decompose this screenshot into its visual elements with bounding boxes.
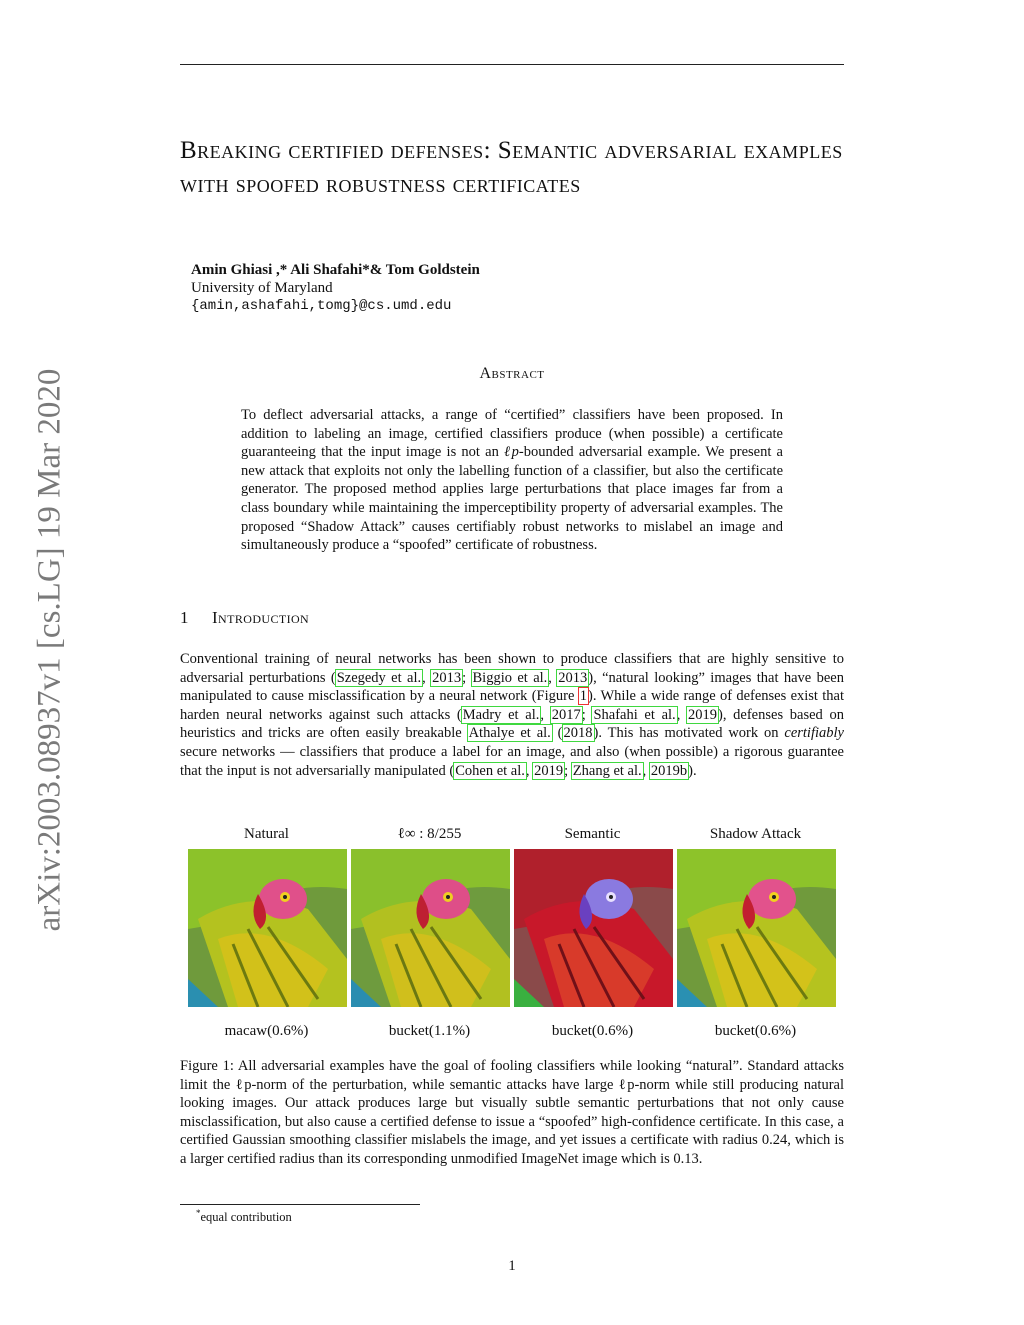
prediction-semantic: bucket(0.6%) <box>551 1023 634 1039</box>
intro-paragraph: Conventional training of neural networks has been shown to produce classifiers that are highly sensitive to adversarial perturbations (Szegedy et al., 2013; Biggio et al., 2013), “natural looking” images that have been manipulated to cause misclassification by a neural network (Figure 1). While a wide range of defenses exist that harden neural networks against such attacks (Madry et al., 2017; Shafahi et al., 2019), defenses based on heuristics and tricks are often easily breakable Athalye et al. (2018). This has motivated work on certifiably secure networks — classifiers that produce a label for an image, and also (when possible) a rigorous guarantee that the input is not adversarially manipulated (Cohen et al., 2019; Zhang et al., 2019b). <box>180 651 845 779</box>
citation-link[interactable]: Biggio et al. <box>472 669 548 686</box>
column-label-natural: Natural <box>244 826 289 842</box>
citation-year-link[interactable]: 2019 <box>688 706 718 723</box>
abstract-text <box>241 406 783 555</box>
prediction-natural: macaw(0.6%) <box>224 1023 309 1039</box>
author-names: Amin Ghiasi ,* Ali Shafahi*& Tom Goldstein <box>191 262 480 278</box>
page-number: 1 <box>508 1258 516 1274</box>
column-label-linf: ℓ∞ : 8/255 <box>397 826 462 842</box>
citation-link[interactable]: Szegedy et al. <box>336 669 422 686</box>
author-block <box>191 261 480 315</box>
abstract-lp-symbol: ℓp <box>504 444 519 461</box>
figure-ref-link[interactable]: 1 <box>579 688 587 705</box>
citation-link[interactable]: Shafahi et al. <box>593 706 676 723</box>
column-label-semantic: Semantic <box>564 826 621 842</box>
citation-link[interactable]: Cohen et al. <box>455 762 525 779</box>
abstract-heading: Abstract <box>479 365 545 382</box>
citation-link[interactable]: Zhang et al. <box>572 762 642 779</box>
intro-text: . This has motivated work on <box>598 725 785 742</box>
citation-year-link[interactable]: 2013 <box>432 669 462 686</box>
abstract-part-1: To deflect adversarial attacks, a range of “certified” classifiers have been proposed. In addition to labeling an image, certified classifiers produce (when possible) a certificate guaranteeing that the input image is not an <box>241 407 783 461</box>
citation-year-link[interactable]: 2019b <box>650 762 688 779</box>
parrot-image-linf <box>351 849 510 1007</box>
abstract-part-2: -bounded adversarial example. We present a new attack that exploits not only the labelling function of a classifier, but also the certificate generator. The proposed method applies large perturbations that place images far from a class boundary while maintaining the imperceptibility property of adversarial examples. The proposed “Shadow Attack” causes certifiably robust networks to mislabel an image and simultaneously produce a “spoofed” certificate of robustness. <box>241 444 783 554</box>
footnote-mark: * <box>196 1208 201 1218</box>
figure-column-labels <box>180 826 844 843</box>
prediction-linf: bucket(1.1%) <box>388 1023 471 1039</box>
intro-text: ). While a wide range of defenses exist that harden neural networks against such attacks ( <box>180 688 845 723</box>
parrot-image-semantic <box>514 849 673 1007</box>
parrot-image-shadow <box>677 849 836 1007</box>
footnote <box>196 1208 292 1225</box>
intro-text: secure networks — classifiers that produce a label for an image, and also (when possible) a rigorous guarantee that the input is not adversarially manipulated ( <box>180 743 844 779</box>
intro-text: Conventional training of neural networks has been shown to produce classifiers that are highly sensitive to adversarial perturbations ( <box>180 651 844 686</box>
citation-year-link[interactable]: 2017 <box>551 706 581 723</box>
figure-caption: Figure 1: All adversarial examples have the goal of fooling classifiers while looking “natural”. Standard attacks limit the ℓp-norm of the perturbation, while semantic attacks have large ℓp-norm while still producing natural looking images. Our attack produces large but visually subtle semantic perturbations that not only cause misclassification, but also cause a certified defense to issue a “spoofed” high-confidence certificate. In this case, a certified Gaussian smoothing classifier mislabels the image, and yet issues a certificate with radius 0.24, which is a larger certified radius than its corresponding unmodified ImageNet image which is 0.13. <box>180 1058 844 1167</box>
citation-year-link[interactable]: 2013 <box>558 669 588 686</box>
author-email: {amin,ashafahi,tomg}@cs.umd.edu <box>191 298 452 314</box>
citation-link[interactable]: Athalye et al. <box>468 725 551 742</box>
parrot-image-natural <box>188 849 347 1007</box>
footnote-text: equal contribution <box>200 1210 292 1225</box>
citation-year-link[interactable]: 2018 <box>563 725 593 742</box>
paper-title: Breaking certified defenses: Semantic adversarial examples with spoofed robustness certificates <box>180 137 843 198</box>
section-title: Introduction <box>212 608 310 627</box>
footnote-rule <box>180 1204 420 1205</box>
prediction-shadow: bucket(0.6%) <box>714 1023 797 1039</box>
intro-text: ). <box>688 762 697 779</box>
intro-text: ), defenses based on heuristics and tricks are often easily breakable <box>180 706 844 742</box>
column-label-shadow: Shadow Attack <box>709 826 802 842</box>
citation-link[interactable]: Madry et al. <box>462 706 540 723</box>
emphasis-certifiably: certifiably <box>784 725 844 742</box>
section-heading <box>180 608 309 628</box>
citation-year-link[interactable]: 2019 <box>534 762 564 779</box>
section-number: 1 <box>180 608 189 627</box>
affiliation: University of Maryland <box>191 280 333 296</box>
figure-predictions <box>180 1023 844 1040</box>
intro-text: ), “natural looking” images that have been manipulated to cause misclassification by a neural network (Figure <box>180 669 844 705</box>
top-rule <box>180 64 844 65</box>
arxiv-stamp-text: arXiv:2003.08937v1 [cs.LG] 19 Mar 2020 <box>31 368 68 932</box>
